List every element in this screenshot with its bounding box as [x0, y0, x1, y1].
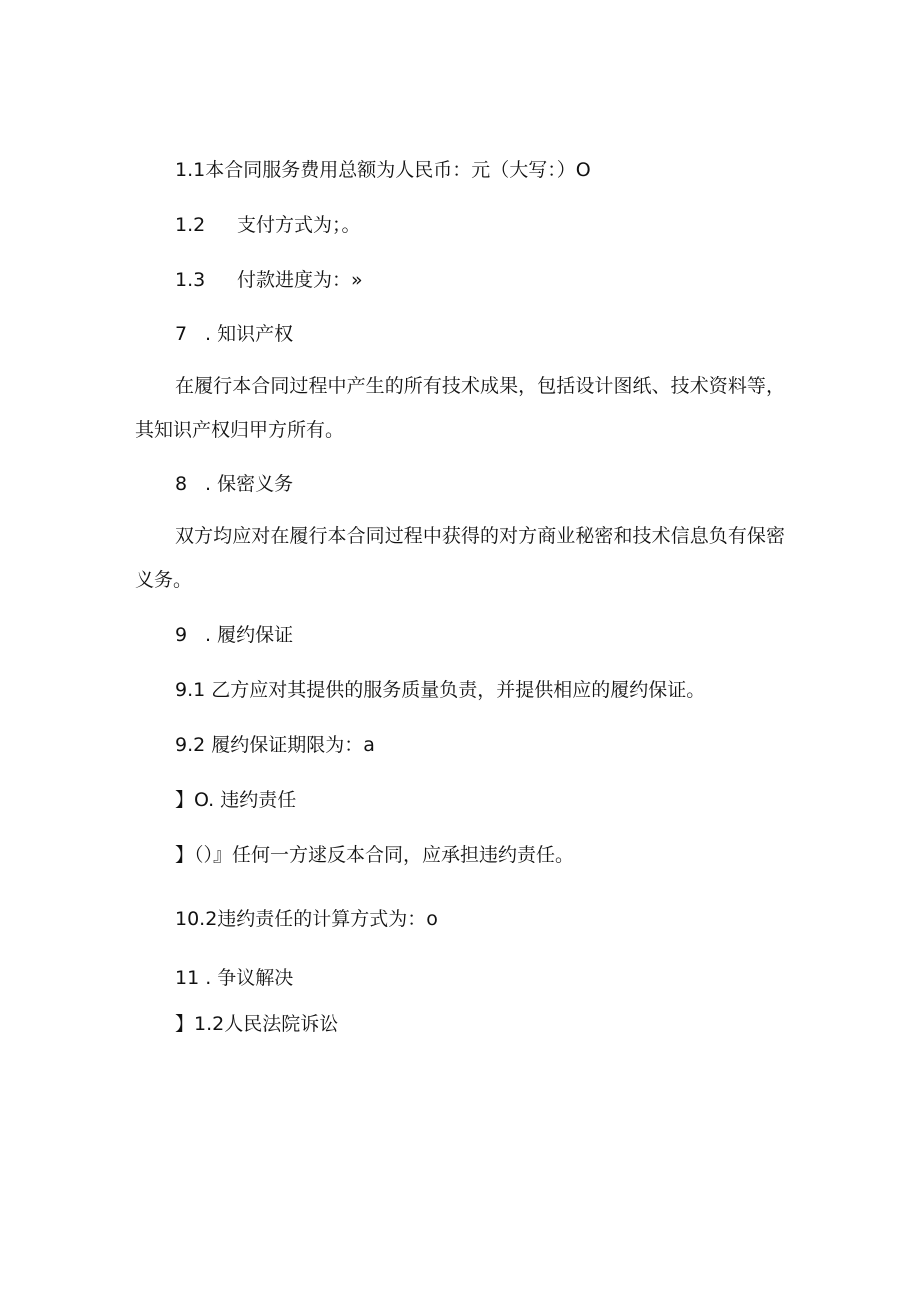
section-8-heading: [175, 471, 293, 497]
section-8-paragraph: 双方均应对在履行本合同过程中获得的对方商业秘密和技术信息负有保密义务。: [135, 525, 785, 591]
clause-number: 1.2: [175, 214, 206, 236]
section-10-heading: 】O. 违约责任: [175, 789, 297, 811]
section-9-heading: [175, 622, 293, 648]
section-number: 7: [175, 323, 188, 345]
section-title: . 履约保证: [205, 624, 294, 646]
clause-1-2: [175, 212, 361, 238]
clause-1-3: [175, 267, 363, 293]
clause-1-1: 1.1本合同服务费用总额为人民币：元（大写：）O: [175, 159, 591, 181]
section-11-heading: 11 . 争议解决: [175, 967, 294, 989]
clause-9-2: 9.2 履约保证期限为：a: [175, 734, 375, 756]
section-7-paragraph: 在履行本合同过程中产生的所有技术成果，包括设计图纸、技术资料等，其知识产权归甲方所有。: [135, 375, 785, 441]
clause-text: 付款进度为：»: [237, 269, 363, 291]
section-number: 8: [175, 473, 188, 495]
clause-text: 支付方式为；。: [237, 214, 361, 236]
clause-11-2: 】1.2人民法院诉讼: [175, 1013, 339, 1035]
clause-10-2: 10.2违约责任的计算方式为：o: [175, 908, 438, 930]
section-title: . 保密义务: [205, 473, 294, 495]
clause-9-1: 9.1 乙方应对其提供的服务质量负责，并提供相应的履约保证。: [175, 679, 706, 701]
section-7-heading: [175, 321, 293, 347]
clause-10-1: 】（）』任何一方逑反本合同，应承担违约责任。: [175, 844, 575, 866]
section-number: 9: [175, 624, 188, 646]
clause-number: 1.3: [175, 269, 206, 291]
section-title: . 知识产权: [205, 323, 294, 345]
